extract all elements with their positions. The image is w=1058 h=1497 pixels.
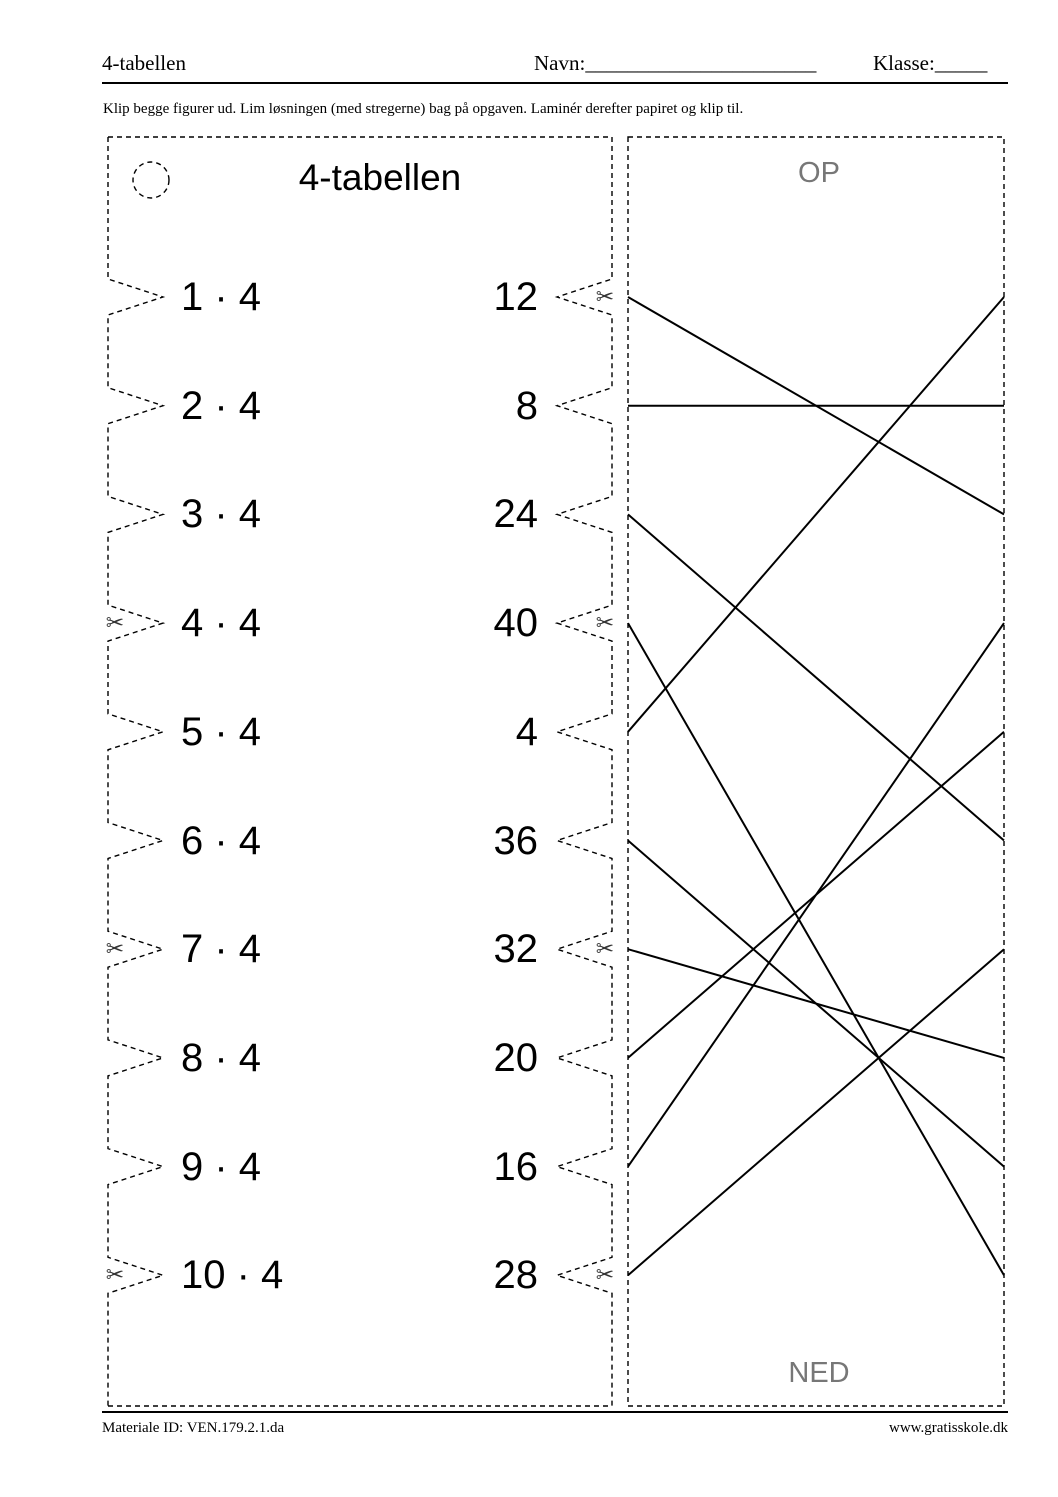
problem-6: 6 · 4 (181, 818, 262, 863)
scissors-icon: ✂ (105, 936, 125, 962)
answer-10: 28 (493, 1253, 538, 1298)
scissors-icon: ✂ (595, 1262, 615, 1288)
answer-6: 36 (493, 818, 538, 863)
scissors-icon: ✂ (595, 610, 615, 636)
answer-1: 12 (493, 275, 538, 319)
scissors-icon: ✂ (595, 936, 615, 962)
problem-3: 3 · 4 (181, 492, 262, 537)
solution-line-5 (628, 297, 1004, 732)
answer-3: 24 (493, 492, 538, 537)
solution-line-4 (628, 623, 1004, 1275)
answer-4: 40 (493, 601, 538, 646)
card-title: 4-tabellen (298, 157, 462, 198)
card-left-cut-line (108, 137, 163, 1406)
solution-card-cut-line (628, 137, 1004, 1406)
answer-5: 4 (515, 709, 538, 754)
solution-line-3 (628, 514, 1004, 840)
page-title: 4-tabellen (102, 51, 186, 75)
answer-8: 20 (493, 1035, 538, 1080)
problem-4: 4 · 4 (181, 601, 262, 646)
punch-hole-marker (133, 162, 169, 198)
problem-2: 2 · 4 (181, 383, 262, 428)
solution-line-7 (628, 949, 1004, 1058)
problem-5: 5 · 4 (181, 709, 262, 754)
card-right-cut-line (557, 137, 612, 1406)
instruction-text: Klip begge figurer ud. Lim løsningen (med stregerne) bag på opgaven. Laminér derefter papiret og klip til. (103, 101, 744, 117)
answer-7: 32 (493, 927, 538, 972)
website-link[interactable]: www.gratisskole.dk (888, 1420, 1008, 1436)
solution-line-10 (628, 949, 1004, 1275)
problem-1: 1 · 4 (181, 275, 262, 319)
scissors-icon: ✂ (105, 610, 125, 636)
class-field-label: Klasse:_____ (873, 51, 988, 75)
problem-10: 10 · 4 (181, 1253, 284, 1298)
solution-bottom-label: NED (788, 1357, 850, 1389)
solution-top-label: OP (798, 157, 840, 189)
name-field-label: Navn:______________________ (534, 51, 817, 75)
material-id: Materiale ID: VEN.179.2.1.da (102, 1420, 285, 1436)
problem-7: 7 · 4 (181, 927, 262, 972)
problem-9: 9 · 4 (181, 1144, 262, 1189)
scissors-icon: ✂ (595, 284, 615, 309)
answer-2: 8 (515, 383, 538, 428)
answer-9: 16 (493, 1144, 538, 1189)
footer-rule (102, 1411, 1008, 1413)
solution-line-9 (628, 623, 1004, 1167)
scissors-icon: ✂ (105, 1262, 125, 1288)
problem-8: 8 · 4 (181, 1035, 262, 1080)
